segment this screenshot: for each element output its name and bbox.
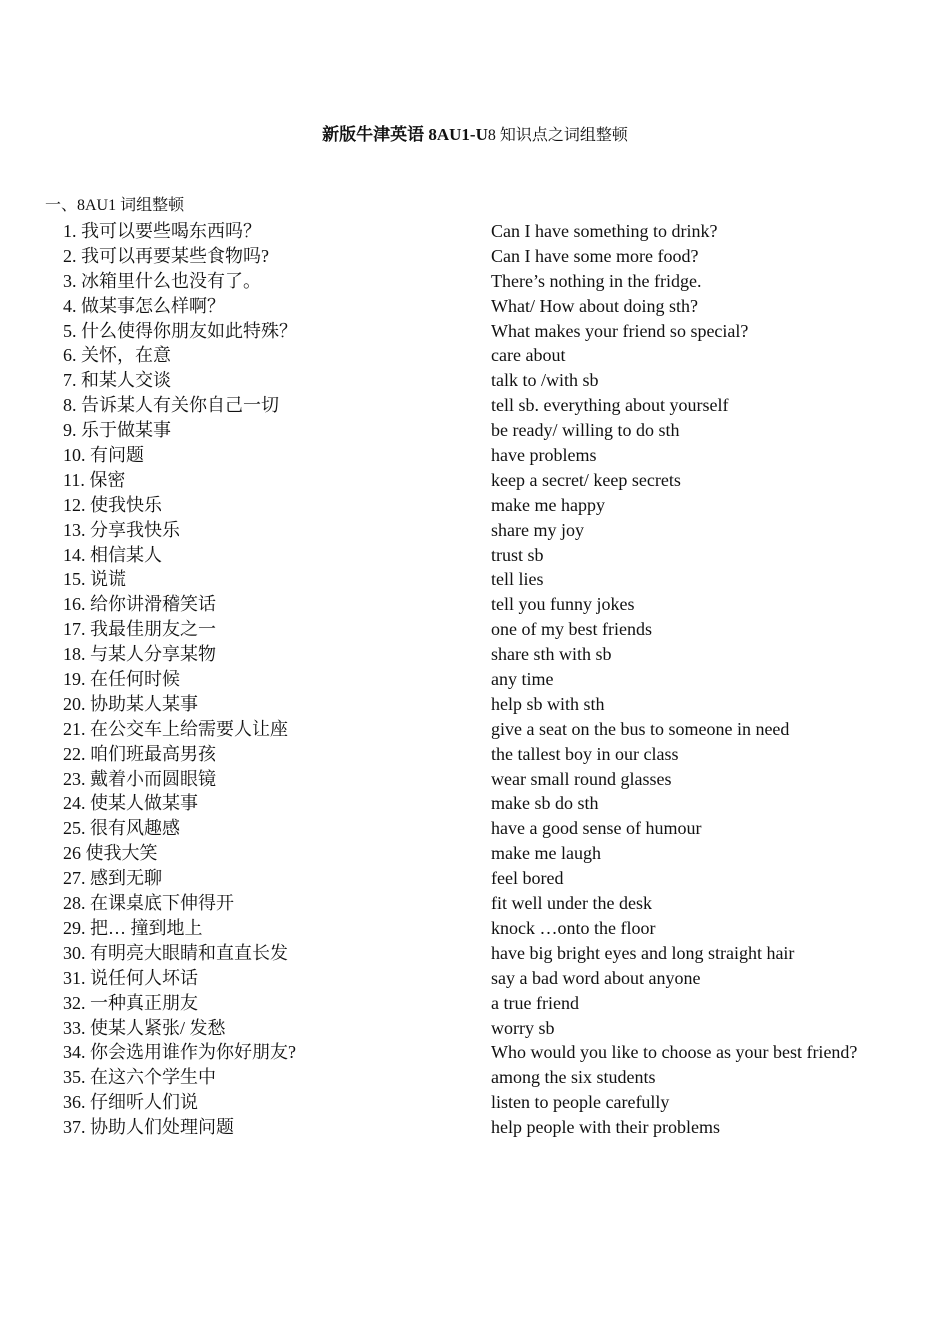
- phrase-english: care about: [491, 345, 566, 366]
- phrase-chinese: 36. 仔细听人们说: [63, 1092, 198, 1113]
- phrase-row: [0, 567, 950, 592]
- phrase-english: the tallest boy in our class: [491, 743, 679, 764]
- phrase-row: [0, 269, 950, 294]
- phrase-english: tell lies: [491, 569, 544, 590]
- phrase-chinese: 3. 冰箱里什么也没有了。: [63, 270, 261, 291]
- phrase-english: be ready/ willing to do sth: [491, 420, 680, 441]
- phrase-chinese: 37. 协助人们处理问题: [63, 1117, 234, 1138]
- phrase-row: [0, 518, 950, 543]
- phrase-chinese: 29. 把… 撞到地上: [63, 917, 203, 938]
- phrase-english: one of my best friends: [491, 619, 652, 640]
- phrase-chinese: 10. 有问题: [63, 445, 144, 466]
- phrase-english: Can I have some more food?: [491, 245, 699, 266]
- phrase-chinese: 9. 乐于做某事: [63, 420, 171, 441]
- phrase-english: share sth with sb: [491, 644, 612, 665]
- phrase-row: [0, 617, 950, 642]
- phrase-row: [0, 1090, 950, 1115]
- phrase-row: [0, 816, 950, 841]
- phrase-row: [0, 1065, 950, 1090]
- phrase-english: say a bad word about anyone: [491, 967, 701, 988]
- phrase-english: have a good sense of humour: [491, 818, 702, 839]
- phrase-row: [0, 1040, 950, 1065]
- title-bold-part: 新版牛津英语 8AU1-U: [322, 125, 488, 144]
- phrase-row: [0, 543, 950, 568]
- phrase-list: [0, 219, 950, 1140]
- phrase-english: worry sb: [491, 1017, 555, 1038]
- phrase-english: What/ How about doing sth?: [491, 295, 698, 316]
- phrase-chinese: 35. 在这六个学生中: [63, 1067, 216, 1088]
- phrase-chinese: 23. 戴着小而圆眼镜: [63, 768, 216, 789]
- phrase-chinese: 19. 在任何时候: [63, 669, 180, 690]
- phrase-row: [0, 767, 950, 792]
- phrase-chinese: 20. 协助某人某事: [63, 693, 198, 714]
- phrase-chinese: 22. 咱们班最高男孩: [63, 743, 216, 764]
- phrase-english: make me happy: [491, 494, 605, 515]
- phrase-english: have problems: [491, 445, 597, 466]
- phrase-row: [0, 891, 950, 916]
- phrase-chinese: 27. 感到无聊: [63, 868, 162, 889]
- phrase-row: [0, 941, 950, 966]
- phrase-chinese: 7. 和某人交谈: [63, 370, 171, 391]
- phrase-english: trust sb: [491, 544, 544, 565]
- phrase-row: [0, 244, 950, 269]
- phrase-chinese: 4. 做某事怎么样啊？: [63, 295, 225, 316]
- phrase-row: [0, 343, 950, 368]
- phrase-english: help people with their problems: [491, 1117, 720, 1138]
- phrase-chinese: 32. 一种真正朋友: [63, 992, 198, 1013]
- phrase-row: [0, 219, 950, 244]
- phrase-row: [0, 1016, 950, 1041]
- phrase-row: [0, 319, 950, 344]
- phrase-row: [0, 692, 950, 717]
- phrase-row: [0, 866, 950, 891]
- phrase-english: feel bored: [491, 868, 564, 889]
- phrase-row: [0, 916, 950, 941]
- phrase-english: What makes your friend so special?: [491, 320, 749, 341]
- phrase-row: [0, 592, 950, 617]
- phrase-english: Can I have something to drink?: [491, 221, 718, 241]
- phrase-english: There’s nothing in the fridge.: [491, 270, 702, 291]
- phrase-row: [0, 667, 950, 692]
- phrase-chinese: 16. 给你讲滑稽笑话: [63, 594, 216, 615]
- phrase-chinese: 26 使我大笑: [63, 843, 158, 864]
- phrase-chinese: 33. 使某人紧张/ 发愁: [63, 1017, 226, 1038]
- phrase-row: [0, 966, 950, 991]
- phrase-chinese: 12. 使我快乐: [63, 494, 162, 515]
- phrase-english: fit well under the desk: [491, 893, 652, 914]
- phrase-english: Who would you like to choose as your best friend?: [491, 1042, 858, 1063]
- document-title: [0, 124, 950, 147]
- phrase-chinese: 24. 使某人做某事: [63, 793, 198, 814]
- phrase-english: give a seat on the bus to someone in need: [491, 718, 790, 739]
- phrase-row: [0, 717, 950, 742]
- phrase-chinese: 31. 说任何人坏话: [63, 967, 198, 988]
- phrase-row: [0, 418, 950, 443]
- phrase-english: help sb with sth: [491, 693, 605, 714]
- phrase-chinese: 17. 我最佳朋友之一: [63, 619, 216, 640]
- phrase-english: wear small round glasses: [491, 768, 672, 789]
- phrase-english: tell sb. everything about yourself: [491, 395, 729, 416]
- phrase-row: [0, 991, 950, 1016]
- phrase-english: share my joy: [491, 519, 584, 540]
- phrase-english: listen to people carefully: [491, 1092, 670, 1113]
- phrase-english: a true friend: [491, 992, 579, 1013]
- phrase-chinese: 18. 与某人分享某物: [63, 644, 216, 665]
- phrase-english: make sb do sth: [491, 793, 599, 814]
- phrase-row: [0, 493, 950, 518]
- phrase-chinese: 2. 我可以再要某些食物吗?: [63, 245, 269, 266]
- phrase-chinese: 14. 相信某人: [63, 544, 162, 565]
- title-normal-part: 8 知识点之词组整顿: [487, 127, 628, 144]
- phrase-row: [0, 443, 950, 468]
- phrase-english: make me laugh: [491, 843, 601, 864]
- phrase-row: [0, 1115, 950, 1140]
- phrase-row: [0, 841, 950, 866]
- phrase-english: have big bright eyes and long straight hair: [491, 942, 795, 963]
- phrase-chinese: 11. 保密: [63, 469, 126, 490]
- phrase-row: [0, 468, 950, 493]
- section-heading: 一、8AU1 词组整顿: [45, 197, 185, 214]
- phrase-chinese: 8. 告诉某人有关你自己一切: [63, 395, 279, 416]
- phrase-row: [0, 294, 950, 319]
- phrase-chinese: 1. 我可以要些喝东西吗？: [63, 221, 261, 241]
- phrase-chinese: 21. 在公交车上给需要人让座: [63, 718, 288, 739]
- phrase-english: knock …onto the floor: [491, 917, 656, 938]
- phrase-chinese: 25. 很有风趣感: [63, 818, 180, 839]
- phrase-chinese: 28. 在课桌底下伸得开: [63, 893, 234, 914]
- phrase-row: [0, 791, 950, 816]
- phrase-row: [0, 642, 950, 667]
- phrase-chinese: 15. 说谎: [63, 569, 126, 590]
- phrase-chinese: 5. 什么使得你朋友如此特殊？: [63, 320, 297, 341]
- phrase-chinese: 34. 你会选用谁作为你好朋友?: [63, 1042, 296, 1063]
- phrase-row: [0, 393, 950, 418]
- phrase-row: [0, 742, 950, 767]
- phrase-english: among the six students: [491, 1067, 656, 1088]
- phrase-chinese: 13. 分享我快乐: [63, 519, 180, 540]
- phrase-english: any time: [491, 669, 554, 690]
- phrase-english: talk to /with sb: [491, 370, 599, 391]
- phrase-english: tell you funny jokes: [491, 594, 635, 615]
- phrase-english: keep a secret/ keep secrets: [491, 469, 681, 490]
- phrase-chinese: 6. 关怀，在意: [63, 345, 171, 366]
- phrase-chinese: 30. 有明亮大眼睛和直直长发: [63, 942, 288, 963]
- phrase-row: [0, 368, 950, 393]
